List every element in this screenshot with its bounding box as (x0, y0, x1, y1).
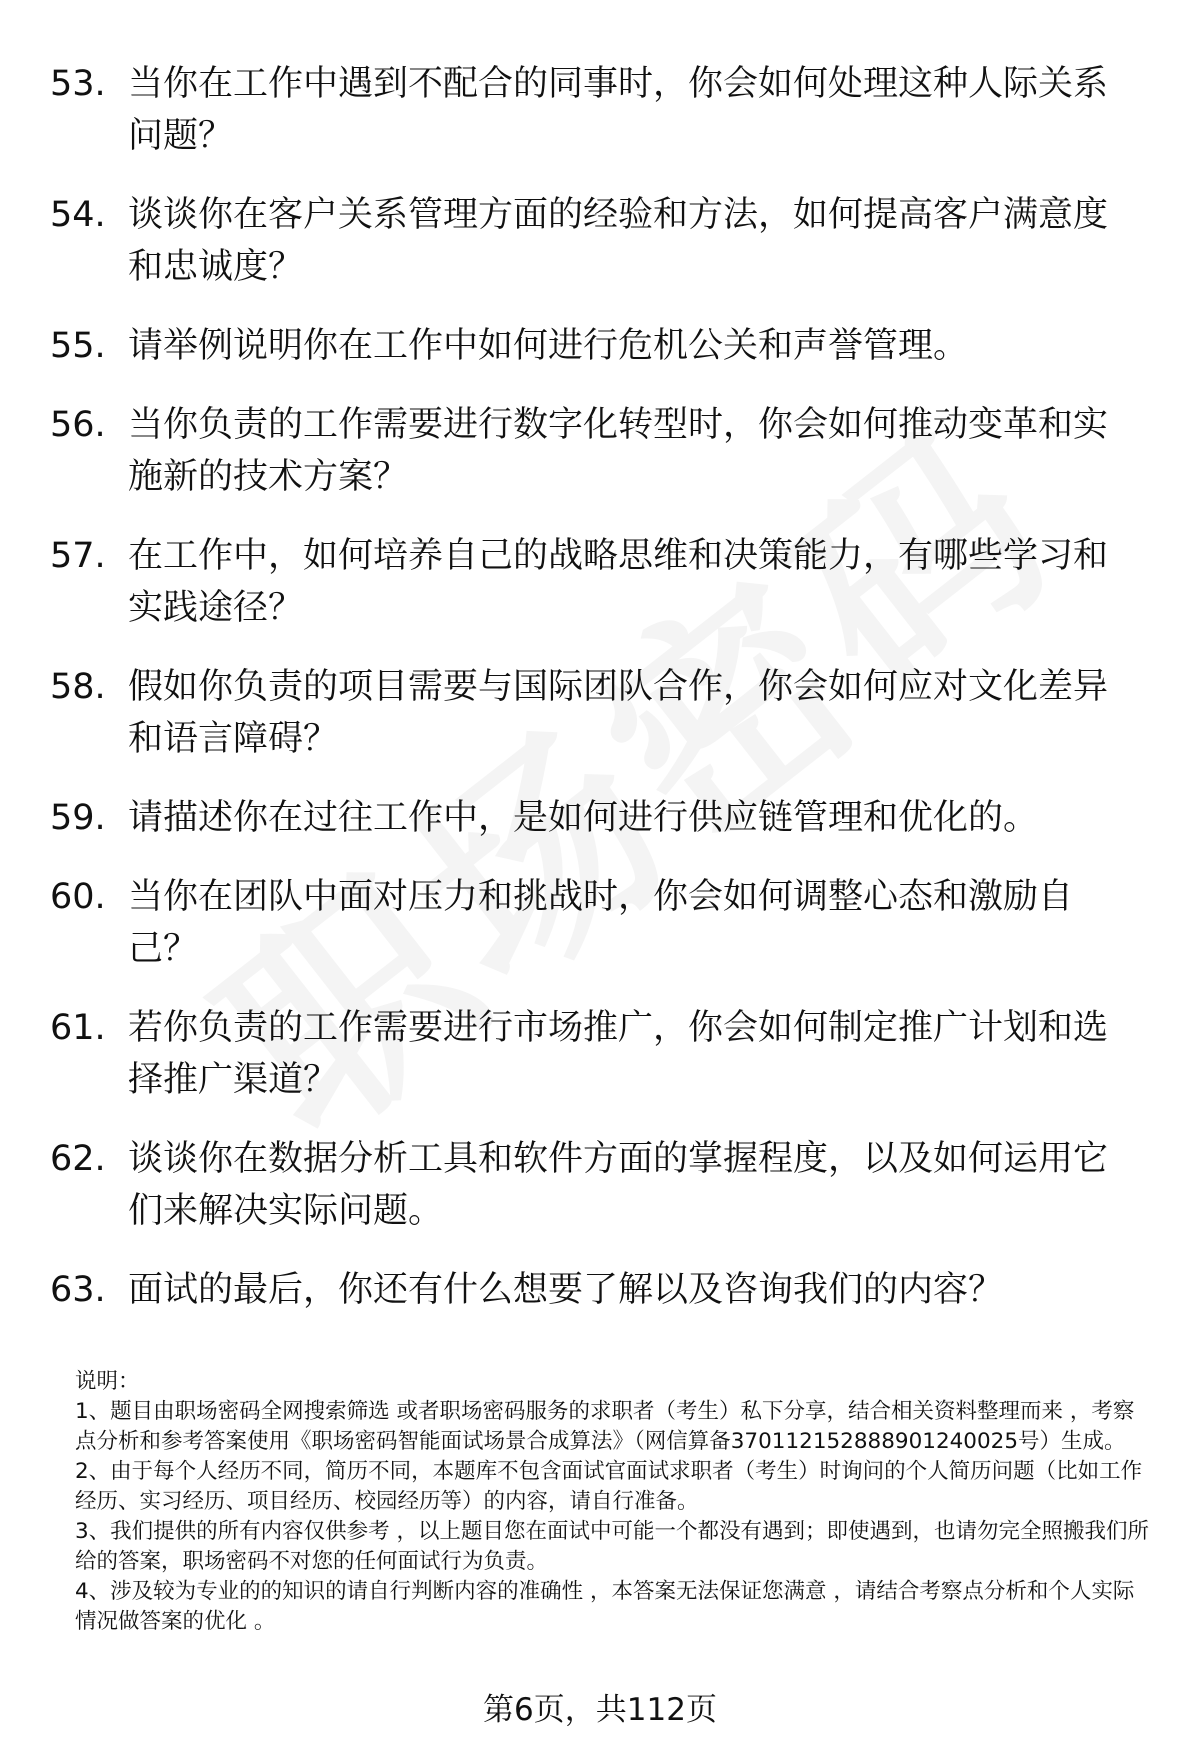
question-text: 请描述你在过往工作中，是如何进行供应链管理和优化的。 (128, 798, 1039, 838)
question-number: 62. (50, 1139, 106, 1179)
question-number: 60. (50, 877, 106, 917)
question-item (50, 1264, 1150, 1316)
page-number: 第6页，共112页 (483, 1692, 717, 1728)
question-item (50, 399, 1150, 503)
question-list (50, 58, 1150, 1343)
question-number: 61. (50, 1008, 106, 1048)
question-text: 若你负责的工作需要进行市场推广，你会如何制定推广计划和选择推广渠道？ (128, 1008, 1109, 1100)
question-text: 当你在工作中遇到不配合的同事时，你会如何处理这种人际关系问题？ (128, 64, 1109, 156)
note-item: 2、由于每个人经历不同，简历不同，本题库不包含面试官面试求职者（考生）时询问的个人简历问题（比如工作经历、实习经历、项目经历、校园经历等）的内容，请自行准备。 (75, 1459, 1143, 1514)
question-number: 54. (50, 195, 106, 235)
question-number: 57. (50, 536, 106, 576)
question-item (50, 320, 1150, 372)
question-item (50, 661, 1150, 765)
question-item (50, 871, 1150, 975)
question-text: 谈谈你在数据分析工具和软件方面的掌握程度，以及如何运用它们来解决实际问题。 (128, 1139, 1109, 1231)
question-item (50, 1133, 1150, 1237)
question-number: 63. (50, 1270, 106, 1310)
question-text: 假如你负责的项目需要与国际团队合作，你会如何应对文化差异和语言障碍？ (128, 667, 1109, 759)
question-item (50, 792, 1150, 844)
question-text: 请举例说明你在工作中如何进行危机公关和声誉管理。 (128, 326, 969, 366)
question-text: 当你在团队中面对压力和挑战时，你会如何调整心态和激励自己？ (128, 877, 1074, 969)
question-item (50, 530, 1150, 634)
note-item: 4、涉及较为专业的的知识的请自行判断内容的准确性 ，本答案无法保证您满意 ，请结合考察点分析和个人实际情况做答案的优化 。 (75, 1579, 1135, 1634)
question-item (50, 58, 1150, 162)
question-text: 面试的最后，你还有什么想要了解以及咨询我们的内容？ (128, 1270, 1004, 1310)
question-number: 59. (50, 798, 106, 838)
question-item (50, 189, 1150, 293)
note-item: 1、题目由职场密码全网搜索筛选 或者职场密码服务的求职者（考生）私下分享，结合相关资料整理而来 ，考察点分析和参考答案使用《职场密码智能面试场景合成算法》（网信算备370112152888901240025号）生成。 (75, 1399, 1135, 1454)
note-item: 3、我们提供的所有内容仅供参考 ，以上题目您在面试中可能一个都没有遇到；即使遇到，也请勿完全照搬我们所给的答案，职场密码不对您的任何面试行为负责。 (75, 1519, 1150, 1574)
notes-heading: 说明： (75, 1369, 140, 1394)
question-number: 55. (50, 326, 106, 366)
notes-section (75, 1367, 1155, 1637)
question-text: 当你负责的工作需要进行数字化转型时，你会如何推动变革和实施新的技术方案？ (128, 405, 1109, 497)
question-item (50, 1002, 1150, 1106)
question-text: 在工作中，如何培养自己的战略思维和决策能力，有哪些学习和实践途径？ (128, 536, 1109, 628)
question-number: 58. (50, 667, 106, 707)
question-number: 53. (50, 64, 106, 104)
question-text: 谈谈你在客户关系管理方面的经验和方法，如何提高客户满意度和忠诚度？ (128, 195, 1109, 287)
question-number: 56. (50, 405, 106, 445)
